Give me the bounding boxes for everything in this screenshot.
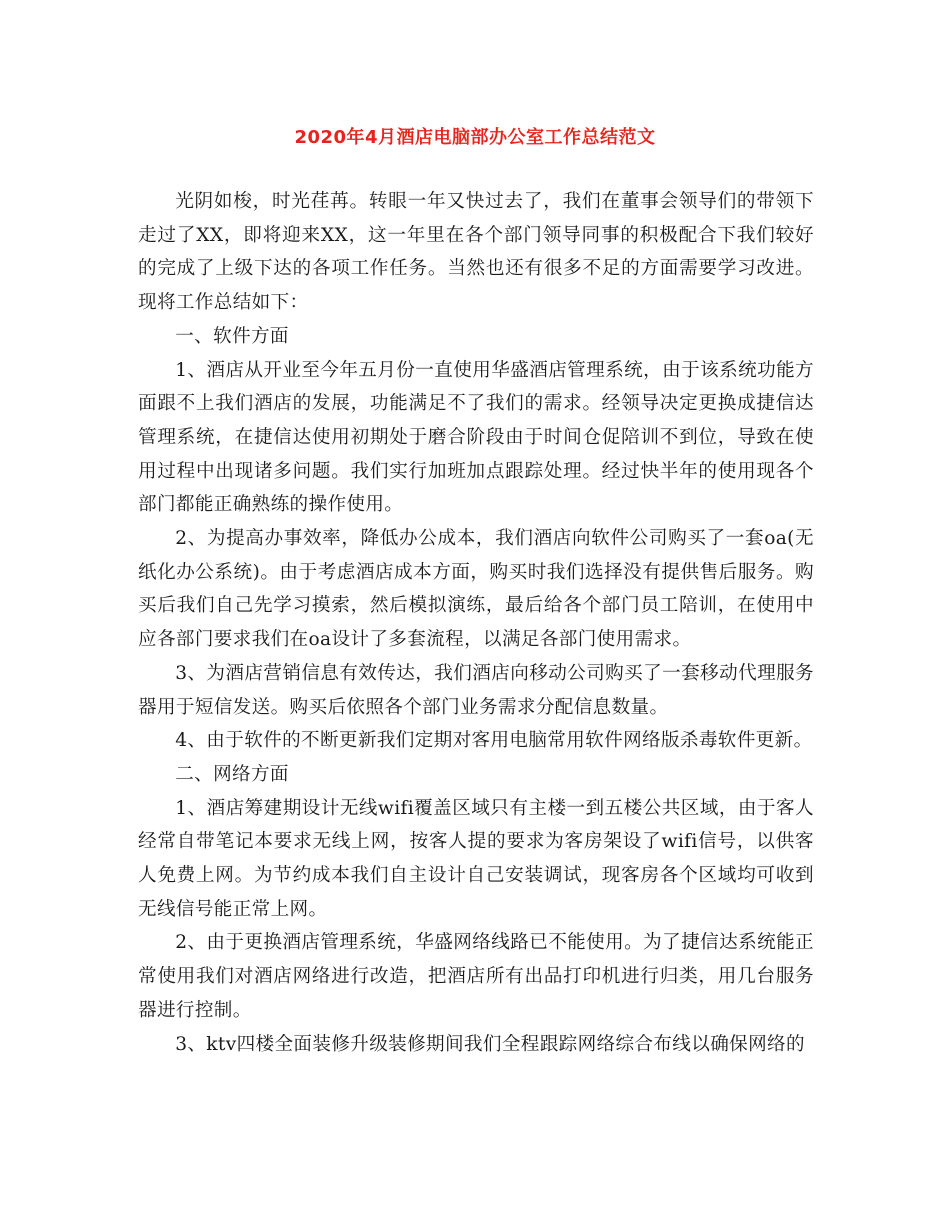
section-heading-network: 二、网络方面 (175, 763, 289, 785)
software-item-1: 1、酒店从开业至今年五月份一直使用华盛酒店管理系统，由于该系统功能方面跟不上我们酒店的发展，功能满足不了我们的需求。经领导决定更换成捷信达管理系统，在捷信达使用初期处于磨合阶段由于时间仓促陪训不到位，导致在使用过程中出现诸多问题。我们实行加班加点跟踪处理。经过快半年的使用现各个部门都能正确熟练的操作使用。 (138, 359, 814, 516)
section-heading-software: 一、软件方面 (175, 325, 289, 347)
network-item-3: 3、ktv四楼全面装修升级装修期间我们全程跟踪网络综合布线以确保网络的 (175, 1033, 805, 1055)
software-item-3: 3、为酒店营销信息有效传达，我们酒店向移动公司购买了一套移动代理服务器用于短信发送。购买后依照各个部门业务需求分配信息数量。 (138, 662, 814, 718)
software-item-2: 2、为提高办事效率，降低办公成本，我们酒店向软件公司购买了一套oa(无纸化办公系统)。由于考虑酒店成本方面，购买时我们选择没有提供售后服务。购买后我们自己先学习摸索，然后模拟演练，最后给各个部门员工陪训，在使用中应各部门要求我们在oa设计了多套流程，以满足各部门使用需求。 (138, 528, 814, 651)
document-body (138, 185, 814, 1061)
software-item-4: 4、由于软件的不断更新我们定期对客用电脑常用软件网络版杀毒软件更新。 (175, 730, 813, 752)
document-title: 2020年4月酒店电脑部办公室工作总结范文 (294, 127, 656, 148)
intro-paragraph: 光阴如梭，时光荏苒。转眼一年又快过去了，我们在董事会领导们的带领下走过了XX，即将迎来XX，这一年里在各个部门领导同事的积极配合下我们较好的完成了上级下达的各项工作任务。当然也还有很多不足的方面需要学习改进。现将工作总结如下： (138, 191, 814, 314)
network-item-2: 2、由于更换酒店管理系统，华盛网络线路已不能使用。为了捷信达系统能正常使用我们对酒店网络进行改造，把酒店所有出品打印机进行归类，用几台服务器进行控制。 (138, 932, 814, 1021)
network-item-1: 1、酒店筹建期设计无线wifi覆盖区域只有主楼一到五楼公共区域，由于客人经常自带笔记本要求无线上网，按客人提的要求为客房架设了wifi信号，以供客人免费上网。为节约成本我们自主设计自己安装调试，现客房各个区域均可收到无线信号能正常上网。 (138, 797, 814, 920)
